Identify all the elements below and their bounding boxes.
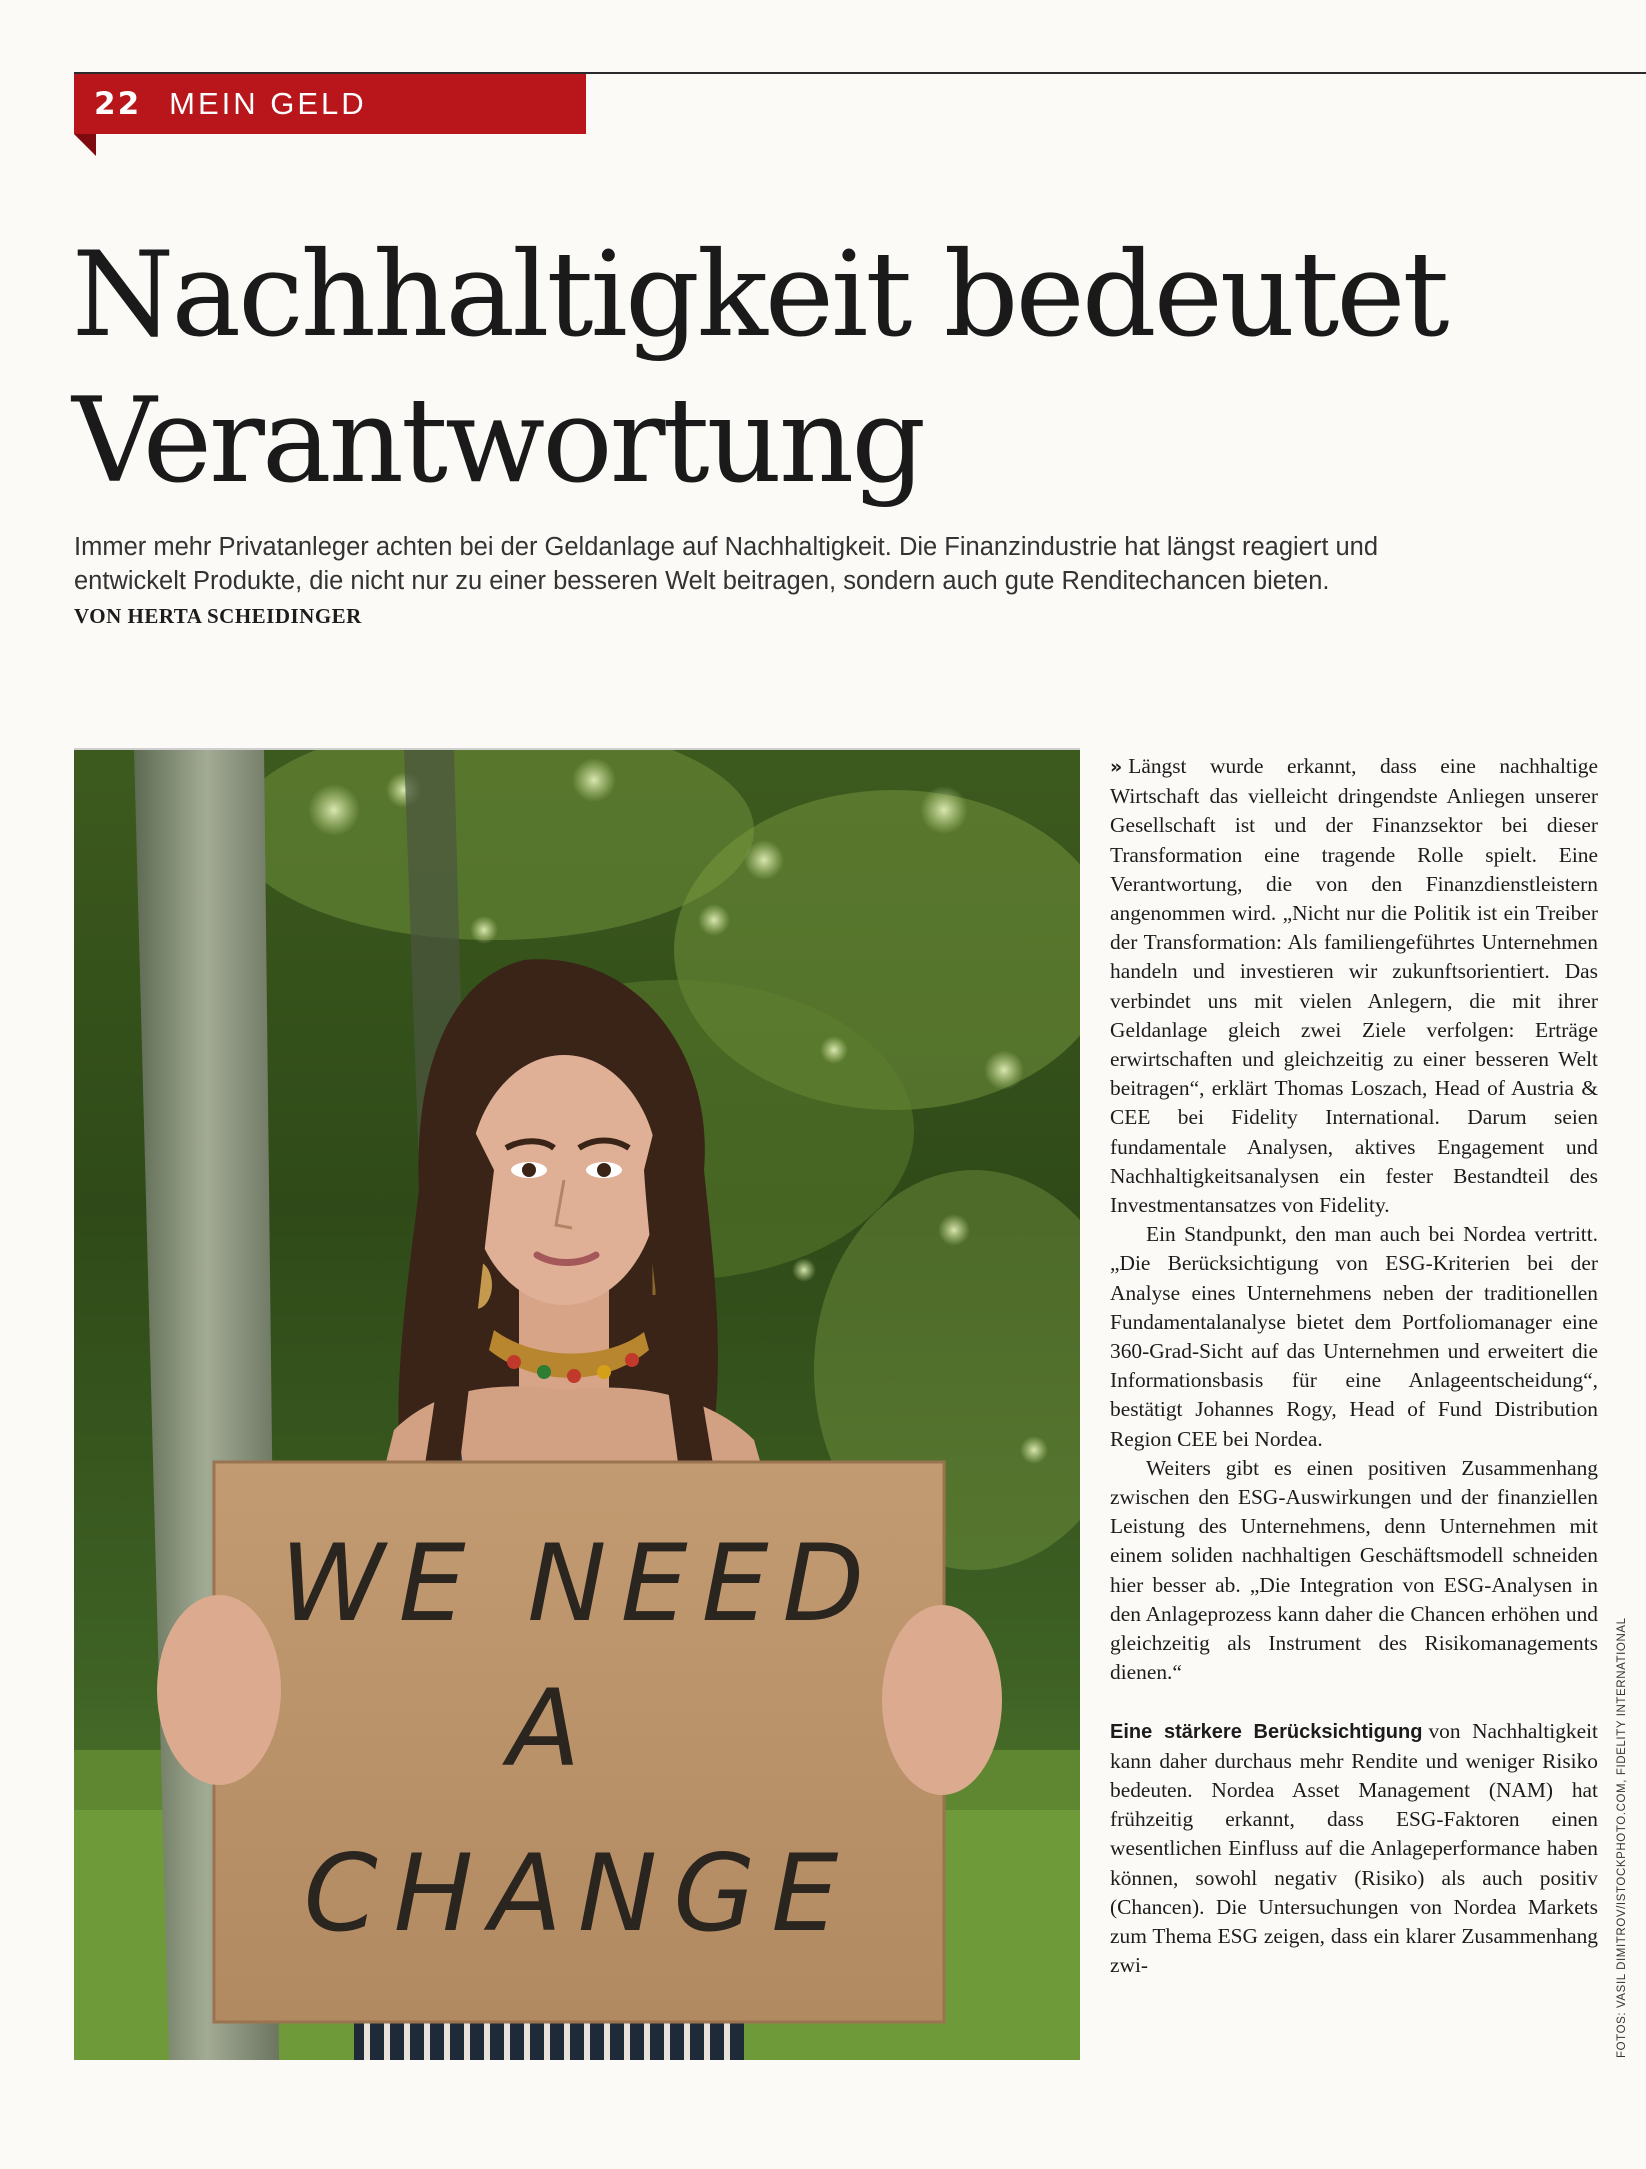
body-paragraph-2: Ein Standpunkt, den man auch bei Nordea vertritt. „Die Berücksichtigung von ESG-Kriterien bei der Analyse eines Unternehmens neben der traditionellen Fundamentalanalyse bietet dem Portfoliomanager eine 360-Grad-Sicht auf das Unternehmen und erweitert die Informationsbasis für eine Anlageentscheidung“, bestätigt Johannes Rogy, Head of Fund Distribution Region CEE bei Nordea.: [1110, 1222, 1598, 1451]
run-in-subhead: Eine stärkere Berücksichtigung: [1110, 1720, 1423, 1743]
section-label: MEIN GELD: [169, 86, 367, 121]
article-photo: [74, 748, 1080, 2060]
sign-line-3: CHANGE: [303, 1832, 855, 1955]
photo-credit: FOTOS: VASIL DIMITROV/ISTOCKPHOTO.COM, FIDELITY INTERNATIONAL: [1616, 1617, 1628, 2058]
body-text-1: Längst wurde erkannt, dass eine nachhaltige Wirtschaft das vielleicht dringendste Anliegen unserer Gesellschaft ist und der Finanzsektor bei dieser Transformation eine tragende Rolle spielt. Eine Verantwortung, die von den Finanzdienstleistern angenommen wird. „Nicht nur die Politik ist ein Treiber der Transformation: Als familiengeführtes Unternehmen handeln und investieren wir zukunftsorientiert. Das verbindet uns mit vielen Anlegern, die mit ihrer Geldanlage gleich zwei Ziele verfolgen: Erträge erwirtschaften und gleichzeitig zu einer besseren Welt beitragen“, erklärt Thomas Loszach, Head of Austria & CEE bei Fidelity International. Darum seien fundamentale Analysen, aktives Engagement und Nachhaltigkeitsanalysen ein fester Bestandteil des Investmentansatzes von Fidelity.: [1110, 754, 1598, 1218]
byline: VON HERTA SCHEIDINGER: [74, 604, 362, 628]
page-number: 22: [94, 86, 142, 122]
body-paragraph-4: [1110, 1717, 1598, 1981]
headline: Nachhaltigkeit bedeutet Verantwortung: [72, 226, 1447, 509]
photo-illustration: [74, 750, 1080, 2060]
section-tab-fold: [74, 134, 96, 156]
article-body: [1110, 752, 1598, 1980]
sign-line-1: WE NEED: [279, 1522, 879, 1645]
lead-guillemet: »: [1110, 756, 1123, 778]
body-paragraph-1: [1110, 752, 1598, 1220]
sign-line-2: A: [507, 1667, 581, 1790]
body-paragraph-3: Weiters gibt es einen positiven Zusammenhang zwischen den ESG-Auswirkungen und der finanziellen Leistung des Unternehmens, denn Unternehmen mit einem soliden nachhaltigen Geschäftsmodell schneiden hier besser ab. „Die Integration von ESG-Analysen in den Anlageprozess kann daher die Chancen erhöhen und gleichzeitig als Instrument des Risikomanagements dienen.“: [1110, 1455, 1598, 1685]
section-tab: [74, 74, 586, 134]
lead-paragraph: Immer mehr Privatanleger achten bei der Geldanlage auf Nachhaltigkeit. Die Finanzindustrie hat längst reagiert und entwickelt Produkte, die nicht nur zu einer besseren Welt beitragen, sondern auch gute Renditechancen bieten.: [74, 533, 1379, 595]
body-text-4: von Nachhaltigkeit kann daher durchaus mehr Rendite und weniger Risiko bedeuten. Nordea Asset Management (NAM) hat frühzeitig erkannt, dass ESG-Faktoren einen wesentlichen Einfluss auf die Anlageperformance haben können, sowohl negativ (Risiko) als auch positiv (Chancen). Die Untersuchungen von Nordea Markets zum Thema ESG zeigen, dass ein klarer Zusammenhang zwi-: [1110, 1718, 1599, 1978]
